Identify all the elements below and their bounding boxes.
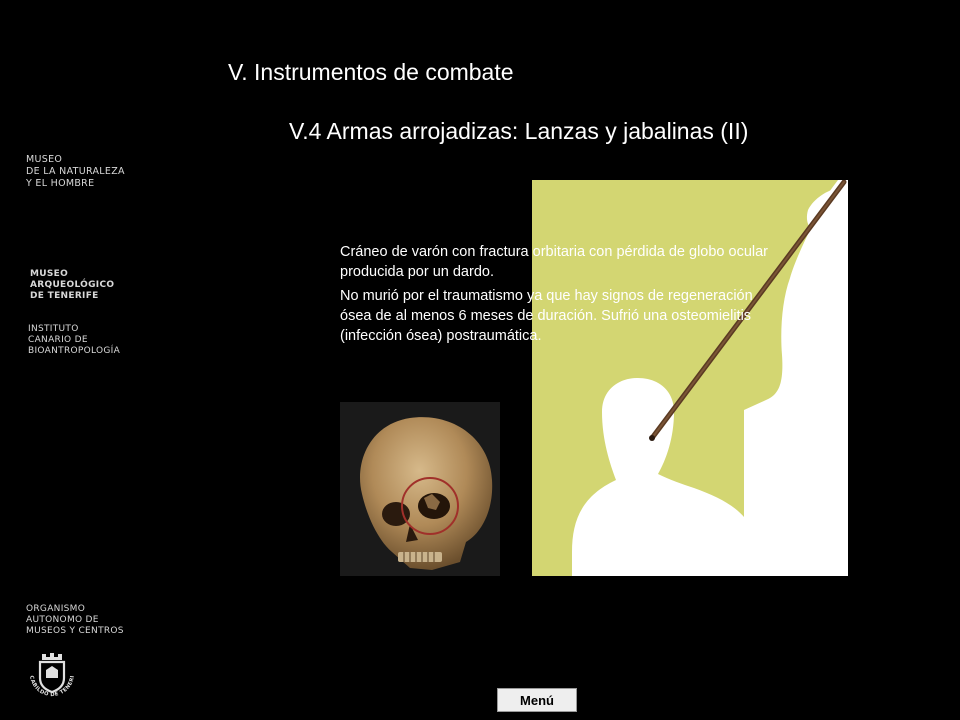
logo-line: ARQUEOLÓGICO <box>30 280 115 290</box>
logo-organismo-autonomo <box>26 604 124 637</box>
logo-museo-naturaleza <box>26 154 125 190</box>
section-subtitle: V.4 Armas arrojadizas: Lanzas y jabalinas (II) <box>289 118 749 144</box>
logo-line: MUSEO <box>30 269 69 279</box>
logo-line: DE TENERIFE <box>30 291 99 301</box>
logo-line: ORGANISMO <box>26 604 86 614</box>
skull-eye-socket-left <box>382 502 410 526</box>
logo-line: Y EL HOMBRE <box>26 178 95 189</box>
logo-line: AUTONOMO DE <box>26 615 99 625</box>
menu-button[interactable]: Menú <box>497 688 577 712</box>
skull-photo <box>340 402 500 576</box>
cabildo-emblem-icon <box>24 648 80 706</box>
logo-line: BIOANTROPOLOGÍA <box>28 346 121 356</box>
logo-museo-arqueologico <box>30 269 114 302</box>
logo-line: CANARIO DE <box>28 335 88 345</box>
logo-instituto-bioantropologia <box>28 324 120 357</box>
logo-line: MUSEOS Y CENTROS <box>26 626 124 636</box>
description-paragraph-1: Cráneo de varón con fractura orbitaria con pérdida de globo ocular producida por un dardo. <box>340 244 769 280</box>
description-text <box>340 242 770 350</box>
spear-tip <box>649 435 655 441</box>
logo-line: DE LA NATURALEZA <box>26 166 125 177</box>
logo-line: MUSEO <box>26 154 63 165</box>
spear-silhouette-illustration <box>532 180 848 576</box>
page-title: V. Instrumentos de combate <box>228 59 514 85</box>
logo-line: INSTITUTO <box>28 324 79 334</box>
svg-text:CABILDO DE TENERIFE: CABILDO DE TENERI <box>28 675 76 699</box>
description-paragraph-2: No murió por el traumatismo ya que hay signos de regeneración ósea de al menos 6 meses de duración. Sufrió una osteomielitis (infección ósea) postraumática. <box>340 288 753 344</box>
